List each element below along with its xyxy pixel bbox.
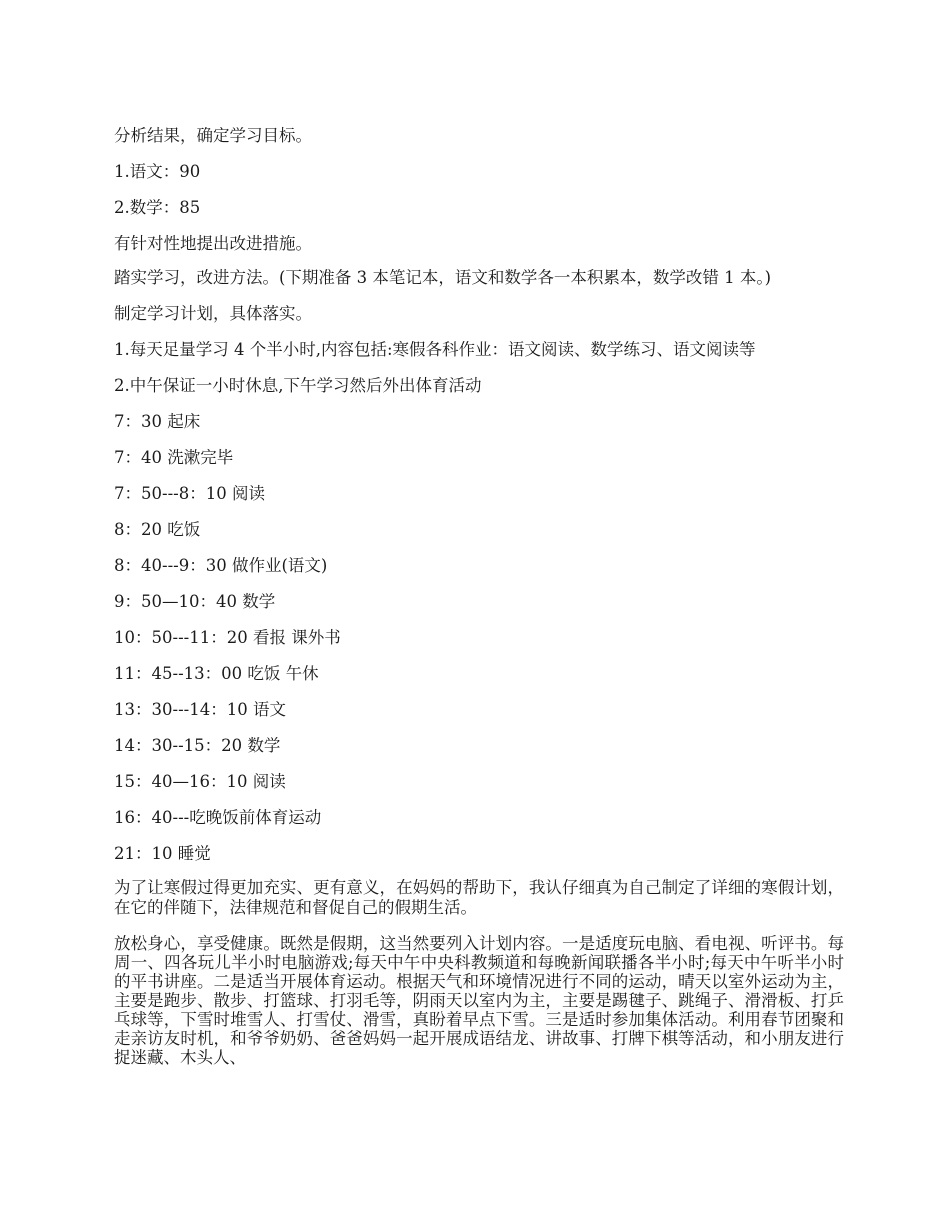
schedule-item: 8：40---9：30 做作业(语文) bbox=[114, 556, 328, 575]
math-target: 2.数学：85 bbox=[114, 198, 201, 217]
schedule-item: 15：40—16：10 阅读 bbox=[114, 772, 286, 791]
schedule-item: 11：45--13：00 吃饭 午休 bbox=[114, 664, 319, 683]
schedule-item: 13：30---14：10 语文 bbox=[114, 700, 286, 719]
schedule-item: 7：40 洗漱完毕 bbox=[114, 448, 234, 467]
relax-paragraph: 放松身心，享受健康。既然是假期，这当然要列入计划内容。一是适度玩电脑、看电视、听评书。每周一、四各玩儿半小时电脑游戏;每天中午中央科教频道和每晚新闻联播各半小时;每天中午听半小时的平书讲座。二是适当开展体育运动。根据天气和环境情况进行不同的运动，晴天以室外运动为主，主要是跑步、散步、打篮球、打羽毛等，阴雨天以室内为主，主要是踢毽子、跳绳子、滑滑板、打乒乓球等，下雪时堆雪人、打雪仗、滑雪，真盼着早点下雪。三是适时参加集体活动。利用春节团聚和走亲访友时机，和爷爷奶奶、爸爸妈妈一起开展成语结龙、讲故事、打牌下棋等活动，和小朋友进行捉迷藏、木头人、 bbox=[114, 934, 844, 1067]
document-body bbox=[114, 124, 844, 1080]
schedule-item: 21：10 睡觉 bbox=[114, 844, 211, 863]
schedule-item: 7：30 起床 bbox=[114, 412, 201, 431]
schedule-item: 9：50—10：40 数学 bbox=[114, 592, 276, 611]
improvement-paragraph: 踏实学习，改进方法。(下期准备 3 本笔记本，语文和数学各一本积累本，数学改错 1 本。) bbox=[114, 268, 772, 287]
plan-item: 1.每天足量学习 4 个半小时,内容包括:寒假各科作业：语文阅读、数学练习、语文阅读等 bbox=[114, 340, 756, 359]
plan-item: 2.中午保证一小时休息,下午学习然后外出体育活动 bbox=[114, 376, 482, 395]
schedule-item: 10：50---11：20 看报 课外书 bbox=[114, 628, 341, 647]
chinese-target: 1.语文：90 bbox=[114, 162, 201, 181]
intro-paragraph: 为了让寒假过得更加充实、更有意义，在妈妈的帮助下，我认仔细真为自己制定了详细的寒假计划，在它的伴随下，法律规范和督促自己的假期生活。 bbox=[114, 878, 844, 917]
schedule-item: 14：30--15：20 数学 bbox=[114, 736, 281, 755]
goal-heading: 分析结果，确定学习目标。 bbox=[114, 126, 312, 145]
improvement-heading: 有针对性地提出改进措施。 bbox=[114, 234, 312, 253]
schedule-item: 7：50---8：10 阅读 bbox=[114, 484, 265, 503]
plan-heading: 制定学习计划，具体落实。 bbox=[114, 304, 312, 323]
schedule-item: 16：40---吃晚饭前体育运动 bbox=[114, 808, 322, 827]
schedule-item: 8：20 吃饭 bbox=[114, 520, 201, 539]
